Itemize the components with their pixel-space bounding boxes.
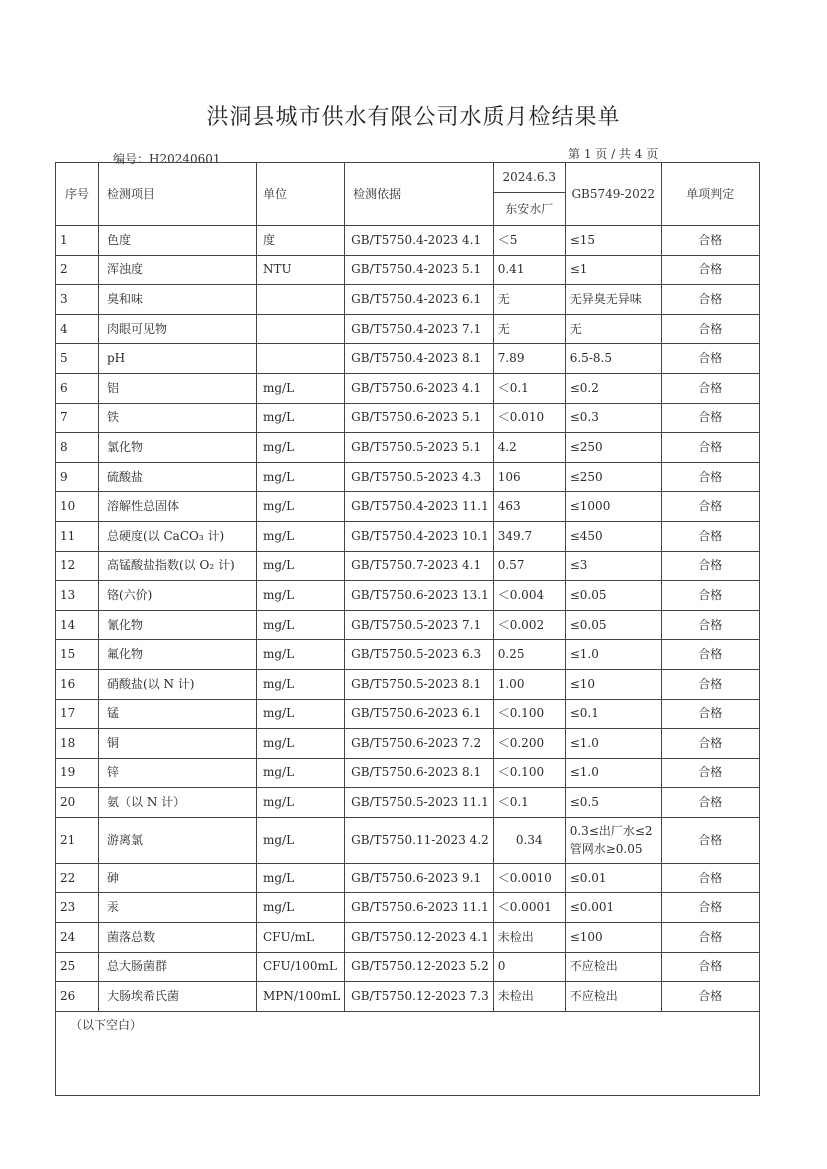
table-row bbox=[56, 433, 760, 463]
row-judgement: 合格 bbox=[661, 226, 759, 256]
row-limit: ≤1.0 bbox=[565, 729, 661, 759]
row-limit: ≤0.1 bbox=[565, 699, 661, 729]
table-row bbox=[56, 817, 760, 863]
row-basis: GB/T5750.6-2023 5.1 bbox=[345, 403, 494, 433]
row-item: 色度 bbox=[99, 226, 257, 256]
row-item: 氯化物 bbox=[99, 433, 257, 463]
row-basis: GB/T5750.6-2023 13.1 bbox=[345, 581, 494, 611]
table-row bbox=[56, 492, 760, 522]
header-judgement: 单项判定 bbox=[661, 163, 759, 226]
row-basis: GB/T5750.4-2023 7.1 bbox=[345, 314, 494, 344]
header-seq: 序号 bbox=[56, 163, 99, 226]
header-basis: 检测依据 bbox=[345, 163, 494, 226]
row-result: 1.00 bbox=[493, 669, 565, 699]
row-limit: ≤0.001 bbox=[565, 893, 661, 923]
table-row bbox=[56, 581, 760, 611]
results-table bbox=[55, 162, 760, 1096]
row-basis: GB/T5750.6-2023 8.1 bbox=[345, 758, 494, 788]
row-judgement: 合格 bbox=[661, 982, 759, 1012]
row-basis: GB/T5750.11-2023 4.2 bbox=[345, 817, 494, 863]
row-seq: 23 bbox=[56, 893, 99, 923]
row-item: 浑浊度 bbox=[99, 255, 257, 285]
row-item: 游离氯 bbox=[99, 817, 257, 863]
row-item: 氨（以 N 计） bbox=[99, 788, 257, 818]
row-result: ＜0.004 bbox=[493, 581, 565, 611]
row-limit: 0.3≤出厂水≤2 管网水≥0.05 bbox=[565, 817, 661, 863]
row-seq: 2 bbox=[56, 255, 99, 285]
row-limit: ≤0.01 bbox=[565, 863, 661, 893]
row-result: 未检出 bbox=[493, 982, 565, 1012]
row-judgement: 合格 bbox=[661, 314, 759, 344]
table-row bbox=[56, 863, 760, 893]
row-limit: ≤0.05 bbox=[565, 581, 661, 611]
row-judgement: 合格 bbox=[661, 551, 759, 581]
row-basis: GB/T5750.5-2023 8.1 bbox=[345, 669, 494, 699]
row-item: 氟化物 bbox=[99, 640, 257, 670]
row-seq: 22 bbox=[56, 863, 99, 893]
table-row bbox=[56, 788, 760, 818]
row-item: 溶解性总固体 bbox=[99, 492, 257, 522]
row-result: ＜5 bbox=[493, 226, 565, 256]
row-basis: GB/T5750.4-2023 10.1 bbox=[345, 521, 494, 551]
table-row bbox=[56, 758, 760, 788]
row-judgement: 合格 bbox=[661, 758, 759, 788]
table-row bbox=[56, 255, 760, 285]
row-seq: 16 bbox=[56, 669, 99, 699]
row-seq: 14 bbox=[56, 610, 99, 640]
row-unit: mg/L bbox=[257, 893, 345, 923]
row-item: 臭和味 bbox=[99, 285, 257, 315]
footer-row bbox=[56, 1011, 760, 1095]
row-item: 铜 bbox=[99, 729, 257, 759]
row-basis: GB/T5750.5-2023 11.1 bbox=[345, 788, 494, 818]
row-unit: mg/L bbox=[257, 492, 345, 522]
row-judgement: 合格 bbox=[661, 492, 759, 522]
table-row bbox=[56, 226, 760, 256]
table-row bbox=[56, 521, 760, 551]
row-judgement: 合格 bbox=[661, 610, 759, 640]
page-title: 洪洞县城市供水有限公司水质月检结果单 bbox=[206, 105, 621, 130]
row-basis: GB/T5750.5-2023 4.3 bbox=[345, 462, 494, 492]
row-basis: GB/T5750.4-2023 5.1 bbox=[345, 255, 494, 285]
row-limit: ≤15 bbox=[565, 226, 661, 256]
row-limit: 无 bbox=[565, 314, 661, 344]
row-seq: 3 bbox=[56, 285, 99, 315]
row-limit: ≤1.0 bbox=[565, 640, 661, 670]
row-basis: GB/T5750.12-2023 7.3 bbox=[345, 982, 494, 1012]
table-row bbox=[56, 551, 760, 581]
row-unit: mg/L bbox=[257, 729, 345, 759]
row-unit: MPN/100mL bbox=[257, 982, 345, 1012]
row-judgement: 合格 bbox=[661, 581, 759, 611]
table-row bbox=[56, 462, 760, 492]
row-seq: 21 bbox=[56, 817, 99, 863]
row-result: ＜0.010 bbox=[493, 403, 565, 433]
row-judgement: 合格 bbox=[661, 699, 759, 729]
row-item: 氰化物 bbox=[99, 610, 257, 640]
row-result: ＜0.1 bbox=[493, 373, 565, 403]
row-unit: mg/L bbox=[257, 433, 345, 463]
row-unit: mg/L bbox=[257, 581, 345, 611]
row-seq: 9 bbox=[56, 462, 99, 492]
table-row bbox=[56, 373, 760, 403]
row-limit: ≤450 bbox=[565, 521, 661, 551]
row-result: 4.2 bbox=[493, 433, 565, 463]
row-basis: GB/T5750.6-2023 4.1 bbox=[345, 373, 494, 403]
row-item: 总硬度(以 CaCO₃ 计) bbox=[99, 521, 257, 551]
row-result: 无 bbox=[493, 314, 565, 344]
row-judgement: 合格 bbox=[661, 521, 759, 551]
blank-below-note: （以下空白） bbox=[56, 1011, 760, 1095]
row-basis: GB/T5750.6-2023 9.1 bbox=[345, 863, 494, 893]
row-judgement: 合格 bbox=[661, 669, 759, 699]
header-standard: GB5749-2022 bbox=[565, 163, 661, 226]
header-plant: 东安水厂 bbox=[493, 193, 565, 226]
row-basis: GB/T5750.4-2023 6.1 bbox=[345, 285, 494, 315]
row-limit: ≤10 bbox=[565, 669, 661, 699]
row-judgement: 合格 bbox=[661, 923, 759, 953]
row-unit: mg/L bbox=[257, 699, 345, 729]
row-judgement: 合格 bbox=[661, 403, 759, 433]
row-basis: GB/T5750.6-2023 6.1 bbox=[345, 699, 494, 729]
row-result: ＜0.0001 bbox=[493, 893, 565, 923]
row-unit: mg/L bbox=[257, 669, 345, 699]
row-limit: ≤0.5 bbox=[565, 788, 661, 818]
row-limit: ≤1000 bbox=[565, 492, 661, 522]
row-judgement: 合格 bbox=[661, 952, 759, 982]
table-row bbox=[56, 952, 760, 982]
row-limit: ≤0.3 bbox=[565, 403, 661, 433]
row-judgement: 合格 bbox=[661, 373, 759, 403]
row-unit: mg/L bbox=[257, 373, 345, 403]
row-unit bbox=[257, 344, 345, 374]
row-limit: 6.5-8.5 bbox=[565, 344, 661, 374]
row-seq: 4 bbox=[56, 314, 99, 344]
row-result: 0.57 bbox=[493, 551, 565, 581]
row-unit: mg/L bbox=[257, 640, 345, 670]
header-unit: 单位 bbox=[257, 163, 345, 226]
table-row bbox=[56, 699, 760, 729]
table-row bbox=[56, 669, 760, 699]
row-result: 0.34 bbox=[493, 817, 565, 863]
table-row bbox=[56, 640, 760, 670]
header-item: 检测项目 bbox=[99, 163, 257, 226]
row-limit: ≤250 bbox=[565, 433, 661, 463]
row-judgement: 合格 bbox=[661, 863, 759, 893]
row-basis: GB/T5750.7-2023 4.1 bbox=[345, 551, 494, 581]
row-result: 0.25 bbox=[493, 640, 565, 670]
row-result: 349.7 bbox=[493, 521, 565, 551]
row-judgement: 合格 bbox=[661, 285, 759, 315]
row-judgement: 合格 bbox=[661, 893, 759, 923]
row-judgement: 合格 bbox=[661, 344, 759, 374]
row-limit: ≤100 bbox=[565, 923, 661, 953]
row-unit: CFU/mL bbox=[257, 923, 345, 953]
row-item: pH bbox=[99, 344, 257, 374]
table-row bbox=[56, 314, 760, 344]
row-item: 汞 bbox=[99, 893, 257, 923]
row-unit: mg/L bbox=[257, 462, 345, 492]
row-result: 106 bbox=[493, 462, 565, 492]
row-basis: GB/T5750.5-2023 6.3 bbox=[345, 640, 494, 670]
row-result: 无 bbox=[493, 285, 565, 315]
row-item: 锌 bbox=[99, 758, 257, 788]
row-seq: 17 bbox=[56, 699, 99, 729]
row-seq: 11 bbox=[56, 521, 99, 551]
row-result: ＜0.200 bbox=[493, 729, 565, 759]
row-limit: ≤250 bbox=[565, 462, 661, 492]
row-unit: mg/L bbox=[257, 788, 345, 818]
table-row bbox=[56, 285, 760, 315]
header-date: 2024.6.3 bbox=[493, 163, 565, 193]
row-judgement: 合格 bbox=[661, 817, 759, 863]
row-item: 铝 bbox=[99, 373, 257, 403]
row-limit: 不应检出 bbox=[565, 982, 661, 1012]
row-unit: mg/L bbox=[257, 863, 345, 893]
header-row bbox=[56, 163, 760, 193]
row-unit: mg/L bbox=[257, 817, 345, 863]
row-result: 0.41 bbox=[493, 255, 565, 285]
row-judgement: 合格 bbox=[661, 788, 759, 818]
row-result: ＜0.0010 bbox=[493, 863, 565, 893]
row-basis: GB/T5750.4-2023 8.1 bbox=[345, 344, 494, 374]
row-result: 463 bbox=[493, 492, 565, 522]
table-row bbox=[56, 982, 760, 1012]
row-basis: GB/T5750.12-2023 5.2 bbox=[345, 952, 494, 982]
row-unit: mg/L bbox=[257, 521, 345, 551]
row-limit: 无异臭无异味 bbox=[565, 285, 661, 315]
row-item: 铬(六价) bbox=[99, 581, 257, 611]
row-result: ＜0.1 bbox=[493, 788, 565, 818]
row-limit: ≤1.0 bbox=[565, 758, 661, 788]
row-seq: 13 bbox=[56, 581, 99, 611]
row-judgement: 合格 bbox=[661, 462, 759, 492]
row-unit: mg/L bbox=[257, 758, 345, 788]
row-seq: 12 bbox=[56, 551, 99, 581]
row-limit: ≤0.2 bbox=[565, 373, 661, 403]
table-row bbox=[56, 729, 760, 759]
row-result: 未检出 bbox=[493, 923, 565, 953]
row-item: 菌落总数 bbox=[99, 923, 257, 953]
row-item: 硫酸盐 bbox=[99, 462, 257, 492]
row-result: ＜0.002 bbox=[493, 610, 565, 640]
row-seq: 7 bbox=[56, 403, 99, 433]
row-item: 肉眼可见物 bbox=[99, 314, 257, 344]
row-item: 硝酸盐(以 N 计) bbox=[99, 669, 257, 699]
page-info: 第 1 页 / 共 4 页 bbox=[568, 147, 659, 161]
row-seq: 6 bbox=[56, 373, 99, 403]
row-seq: 15 bbox=[56, 640, 99, 670]
row-judgement: 合格 bbox=[661, 640, 759, 670]
row-result: ＜0.100 bbox=[493, 699, 565, 729]
row-basis: GB/T5750.5-2023 5.1 bbox=[345, 433, 494, 463]
row-seq: 24 bbox=[56, 923, 99, 953]
row-item: 砷 bbox=[99, 863, 257, 893]
row-unit bbox=[257, 314, 345, 344]
row-limit: ≤1 bbox=[565, 255, 661, 285]
row-unit: NTU bbox=[257, 255, 345, 285]
row-unit: CFU/100mL bbox=[257, 952, 345, 982]
document-number: 编号：H20240601 bbox=[113, 152, 221, 166]
row-unit: mg/L bbox=[257, 610, 345, 640]
row-seq: 8 bbox=[56, 433, 99, 463]
row-result: 0 bbox=[493, 952, 565, 982]
row-unit: mg/L bbox=[257, 551, 345, 581]
row-seq: 5 bbox=[56, 344, 99, 374]
row-unit: mg/L bbox=[257, 403, 345, 433]
row-limit: ≤0.05 bbox=[565, 610, 661, 640]
table-row bbox=[56, 893, 760, 923]
row-basis: GB/T5750.4-2023 11.1 bbox=[345, 492, 494, 522]
row-basis: GB/T5750.6-2023 11.1 bbox=[345, 893, 494, 923]
row-basis: GB/T5750.12-2023 4.1 bbox=[345, 923, 494, 953]
table-row bbox=[56, 403, 760, 433]
row-limit: ≤3 bbox=[565, 551, 661, 581]
row-basis: GB/T5750.4-2023 4.1 bbox=[345, 226, 494, 256]
table-row bbox=[56, 344, 760, 374]
row-unit: 度 bbox=[257, 226, 345, 256]
row-seq: 19 bbox=[56, 758, 99, 788]
row-judgement: 合格 bbox=[661, 433, 759, 463]
row-seq: 10 bbox=[56, 492, 99, 522]
row-item: 总大肠菌群 bbox=[99, 952, 257, 982]
row-seq: 18 bbox=[56, 729, 99, 759]
row-basis: GB/T5750.6-2023 7.2 bbox=[345, 729, 494, 759]
table-row bbox=[56, 610, 760, 640]
row-item: 铁 bbox=[99, 403, 257, 433]
row-limit: 不应检出 bbox=[565, 952, 661, 982]
row-item: 高锰酸盐指数(以 O₂ 计) bbox=[99, 551, 257, 581]
row-item: 大肠埃希氏菌 bbox=[99, 982, 257, 1012]
row-item: 锰 bbox=[99, 699, 257, 729]
row-judgement: 合格 bbox=[661, 255, 759, 285]
row-result: 7.89 bbox=[493, 344, 565, 374]
row-seq: 1 bbox=[56, 226, 99, 256]
row-unit bbox=[257, 285, 345, 315]
row-basis: GB/T5750.5-2023 7.1 bbox=[345, 610, 494, 640]
row-seq: 26 bbox=[56, 982, 99, 1012]
row-judgement: 合格 bbox=[661, 729, 759, 759]
row-seq: 25 bbox=[56, 952, 99, 982]
table-row bbox=[56, 923, 760, 953]
row-result: ＜0.100 bbox=[493, 758, 565, 788]
row-seq: 20 bbox=[56, 788, 99, 818]
